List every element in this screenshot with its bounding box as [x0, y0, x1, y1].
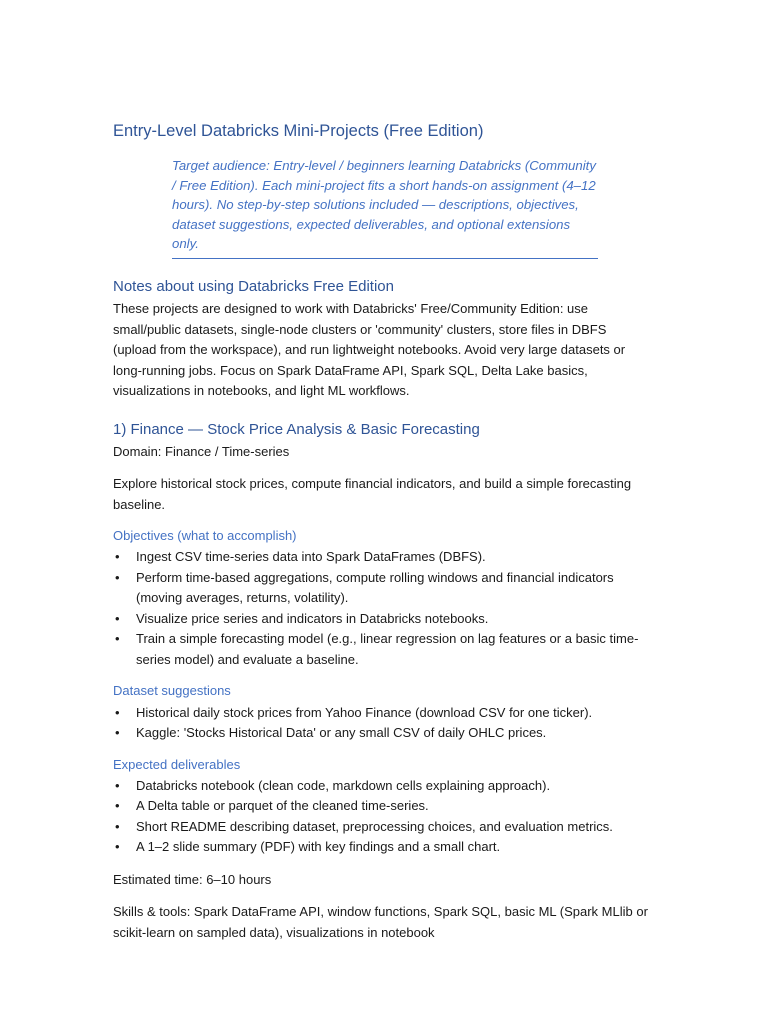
list-item: • Databricks notebook (clean code, markdown cells explaining approach).	[113, 776, 653, 797]
intro-quote: Target audience: Entry-level / beginners learning Databricks (Community / Free Edition). Each mini-project fits a short hands-on assignment (4–12 hours). No step-by-step solutions included — descriptions, objectives, dataset suggestions, expected deliverables, and optional extensions only.	[172, 156, 598, 259]
deliverables-list	[113, 776, 653, 858]
list-item: • Train a simple forecasting model (e.g., linear regression on lag features or a basic time-series model) and evaluate a baseline.	[113, 629, 653, 670]
list-item: • Visualize price series and indicators in Databricks notebooks.	[113, 609, 653, 630]
project1-heading: 1) Finance — Stock Price Analysis & Basic Forecasting	[113, 420, 480, 438]
list-item: • Kaggle: 'Stocks Historical Data' or any small CSV of daily OHLC prices.	[113, 723, 653, 744]
notes-body: These projects are designed to work with Databricks' Free/Community Edition: use small/public datasets, single-node clusters or 'community' clusters, store files in DBFS (upload from the workspace), and run lightweight notebooks. Avoid very large datasets or long-running jobs. Focus on Spark DataFrame API, Spark SQL, Delta Lake basics, visualizations in notebooks, and light ML workflows.	[113, 301, 626, 399]
list-item: • A Delta table or parquet of the cleaned time-series.	[113, 796, 653, 817]
list-item: • Ingest CSV time-series data into Spark DataFrames (DBFS).	[113, 547, 653, 568]
objectives-heading: Objectives (what to accomplish)	[113, 528, 297, 544]
datasets-list	[113, 703, 653, 744]
project1-description: Explore historical stock prices, compute financial indicators, and build a simple forecasting baseline.	[113, 476, 632, 512]
skills-tools: Skills & tools: Spark DataFrame API, window functions, Spark SQL, basic ML (Spark MLlib or scikit-learn on sampled data), visualizations in notebook	[113, 904, 648, 940]
list-item: • A 1–2 slide summary (PDF) with key findings and a small chart.	[113, 837, 653, 858]
objectives-list	[113, 547, 653, 670]
list-item: • Historical daily stock prices from Yahoo Finance (download CSV for one ticker).	[113, 703, 653, 724]
datasets-heading: Dataset suggestions	[113, 683, 231, 699]
notes-heading: Notes about using Databricks Free Edition	[113, 277, 394, 295]
list-item: • Perform time-based aggregations, compute rolling windows and financial indicators (moving averages, returns, volatility).	[113, 568, 653, 609]
list-item: • Short README describing dataset, preprocessing choices, and evaluation metrics.	[113, 817, 653, 838]
deliverables-heading: Expected deliverables	[113, 756, 241, 772]
project1-domain: Domain: Finance / Time-series	[113, 443, 290, 459]
document-body	[113, 120, 653, 943]
document-title: Entry-Level Databricks Mini-Projects (Free Edition)	[113, 122, 484, 140]
estimated-time: Estimated time: 6–10 hours	[113, 871, 272, 887]
